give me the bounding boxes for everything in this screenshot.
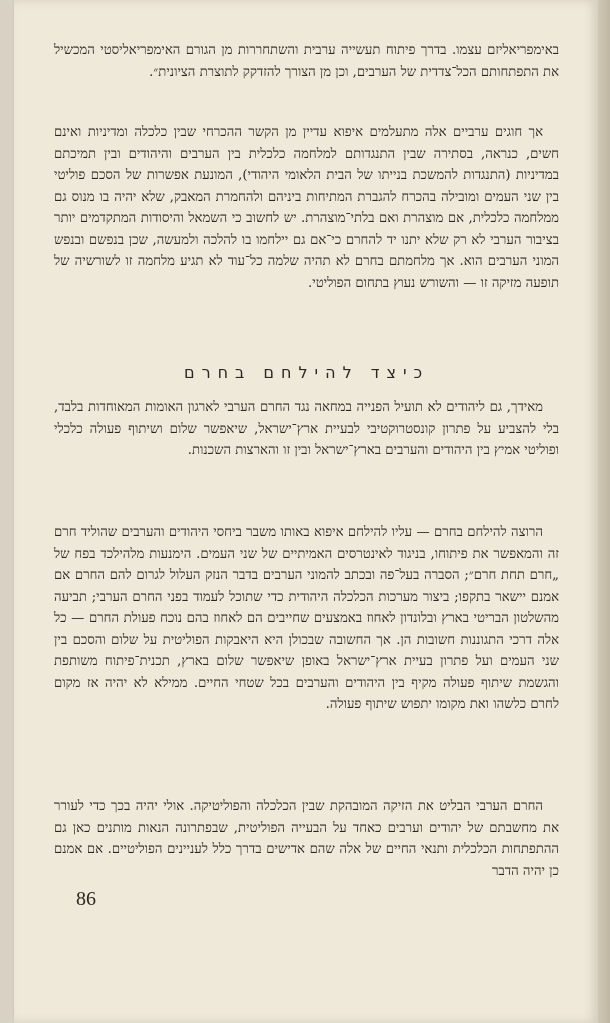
page-edge-shadow — [598, 0, 610, 1023]
section-heading: כיצד להילחם בחרם — [183, 363, 430, 382]
paragraph-jews-protest — [54, 397, 559, 462]
page-number: 86 — [76, 888, 96, 910]
paragraph-text: באימפריאליזם עצמו. בדרך פיתוח תעשייה ערבית והשתחררות מן הגורם האימפריאליסטי המכשיל את התפתחותם הכל־צדדית של הערבים, וכן מן הצורך להזדקק לתוצרת הציונית״. — [54, 43, 559, 80]
book-page — [14, 0, 599, 1023]
paragraph-text: אך חוגים ערביים אלה מתעלמים איפוא עדיין מן הקשר ההכרחי שבין כלכלה ומדיניות ואינם חשים, כנראה, בסתירה שבין התנגדותם למלחמה כלכלית בין הערבים והיהודים ובין תמיכתם במדיניות (התנגדות להמשכת בנייתו של הבית הלאומי היהודי), המונעת אפשרות של הסכם פוליטי בין שני העמים ומובילה בהכרח להגברת המתיחות ביניהם ולהחמרת המאבק, שלא יהיה בו מנוס גם ממלחמה כלכלית, אם מוצהרת ואם בלתי־מוצהרת. יש לחשוב כי השמאל והיסודות המתקדמים יותר בציבור הערבי לא רק שלא יתנו יד להחרם כי־אם גם יילחמו בו להלכה ולמעשה, שכן בנפשם ובנפש המוני הערבים הוא. אך מלחמתם בחרם לא תהיה שלמה כל־עוד לא תגיע מלחמה זו לשורשיה של תופעה מזיקה זו — והשורש נעוץ בתחום הפוליטי. — [54, 125, 559, 291]
paragraph-text: הרוצה להילחם בחרם — עליו להילחם איפוא באותו משבר ביחסי היהודים והערבים שהוליד חרם זה והמאפשר את פיתוחו, בניגוד לאינטרסים האמיתיים של שני העמים. הימנעות מלהילכד בפח של „חרם תחת חרם״; הסברה בעל־פה ובכתב להמוני הערבים בדבר הנזק העלול לגרום להם החרם אם אמנם יישאר בתקפו; ביצור מערכות הכלכלה היהודית כדי שתוכל לעמוד בפני החרם הערבי; תביעה מהשלטון הבריטי בארץ ובלונדון לאחוז באמצעים שחייבים הם לאחוז בהם נוכח פעולת החרם — כל אלה דרכי התגוננות חשובות הן. אך החשובה שבכולן היא היאבקות הפוליטית על שלום והסכם בין שני העמים ועל פתרון בעיית ארץ־ישראל באופן שיאפשר שלום בארץ, תכנית־פיתוח משותפת והגשמת שיתוף פעולה מקיף בין היהודים והערבים בכל שטחי החיים. ממילא לא יהיה אז מקום לחרם כלשהו ואת מקומו יתפוש שיתוף פעולה. — [54, 525, 559, 712]
paragraph-text: מאידך, גם ליהודים לא תועיל הפנייה במחאה נגד החרם הערבי לארגון האומות המאוחדות בלבד, בלי להצביע על פתרון קונסטרוקטיבי לבעיית ארץ־ישראל, שיאפשר שלום ושיתוף פעולה כלכלי ופוליטי אמיץ בין היהודים והערבים בארץ־ישראל ובין זו והארצות השכנות. — [54, 400, 559, 458]
paragraph-economy-politics — [54, 796, 559, 882]
paragraph-arab-circles — [54, 122, 559, 294]
paragraph-text: החרם הערבי הבליט את הזיקה המובהקת שבין הכלכלה והפוליטיקה. אולי יהיה בכך כדי לעורר את מחשבתם של יהודים וערבים כאחד על הבעייה הפוליטית, שבפתרונה הנאות מותנים כאן גם ההתפתחות הכלכלית ותנאי החיים של אלה שהם אדישים בדרך כלל לעניינים הפוליטיים. אם אמנם כן יהיה הדבר — [54, 799, 559, 879]
paragraph-fight-boycott — [54, 522, 559, 716]
paragraph-continued-quote — [54, 40, 559, 83]
